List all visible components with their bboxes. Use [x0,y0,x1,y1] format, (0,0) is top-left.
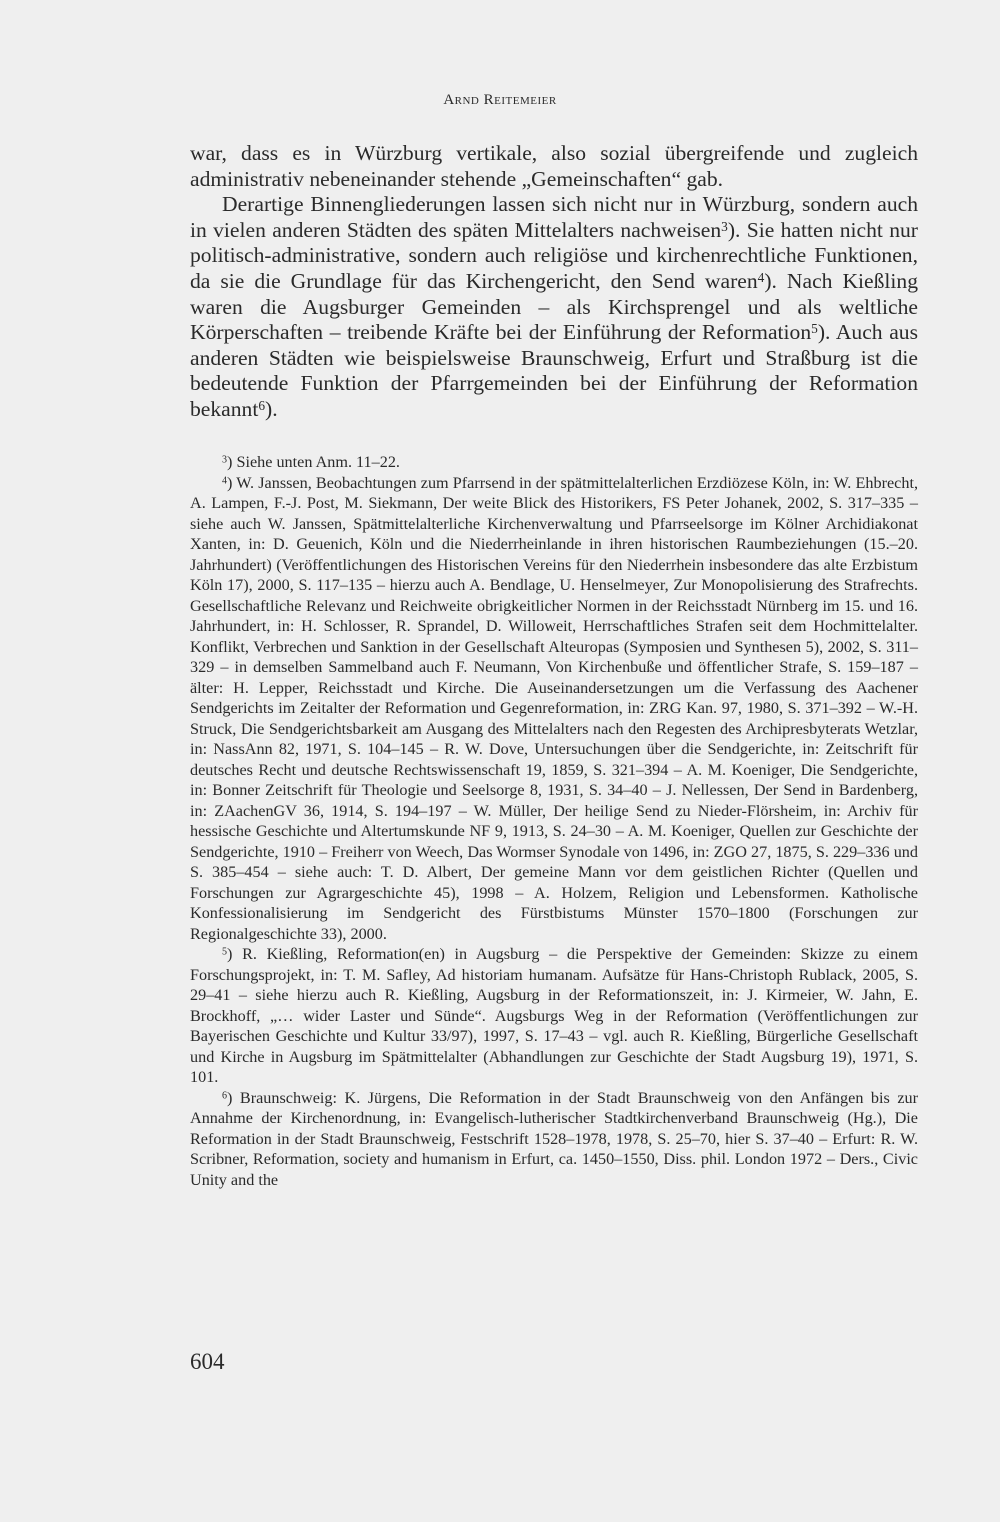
paragraph: war, dass es in Würzburg vertikale, also sozial übergreifende und zugleich administrativ nebeneinander stehende „Gemeinschaften“ gab. [190,141,918,191]
footnote-mark: 4 [222,474,228,486]
footnote-mark: 3 [222,454,228,466]
footnote-ref[interactable]: 6 [258,397,266,413]
footnote-ref[interactable]: 5 [811,321,818,337]
footnote-mark: 6 [222,1089,228,1101]
footnote-ref[interactable]: 3 [721,218,728,234]
footnote-6: $^6$) Braunschweig: K. Jürgens, Die Reformation in der Stadt Braunschweig von den Anfängen bis zur Annahme der Kirchenordnung, in: Evangelisch-lutherischer Stadtkirchenverband Braunschweig (Hg.), Die Reformation in der Stadt Braunschweig, Festschrift 1528–1978, 1978, S. 25–70, hier S. 37–40 – Erfurt: R. W. Scribner, Reformation, society and humanism in Erfurt, ca. 1450–1550, Diss. phil. London 1972 – Ders., Civic Unity and the [190,1088,918,1189]
footnote-3: $^3$) Siehe unten Anm. 11–22. [222,453,400,471]
page-number: 604 [190,1349,225,1374]
footnote-4: $^4$) W. Janssen, Beobachtungen zum Pfarrsend in der spätmittelalterlichen Erzdiözese Köln, in: W. Ehbrecht, A. Lampen, F.-J. Post, M. Siekmann, Der weite Blick des Historikers, FS Peter Johanek, 2002, S. 317–335 – siehe auch W. Janssen, Spätmittelalterliche Kirchenverwaltung und Pfarrseelsorge im Kölner Archidiakonat Xanten, in: D. Geuenich, Köln und die Niederrheinlande in ihren historischen Raumbeziehungen (15.–20. Jahrhundert) (Veröffentlichungen des Historischen Vereins für den Niederrhein insbesondere das alte Erzbistum Köln 17), 2000, S. 117–135 – hierzu auch A. Bendlage, U. Henselmeyer, Zur Monopolisierung des Strafrechts. Gesellschaftliche Relevanz und Reichweite obrigkeitlicher Normen in der Reichsstadt Nürnberg im 15. und 16. Jahrhundert, in: H. Schlosser, R. Sprandel, D. Willoweit, Herrschaftliches Strafen seit dem Hochmittelalter. Konflikt, Verbrechen und Sanktion in der Gesellschaft Alteuropas (Symposien und Synthesen 5), 2002, S. 311–329 – in demselben Sammelband auch F. Neumann, Von Kirchenbuße und öffentlicher Strafe, S. 159–187 – älter: H. Lepper, Reichsstadt und Kirche. Die Auseinandersetzungen um die Verfassung des Aachener Sendgerichts im Zeitalter der Reformation und Gegenreformation, in: ZRG Kan. 97, 1980, S. 371–392 – W.-H. Struck, Die Sendgerichtsbarkeit am Ausgang des Mittelalters nach den Regesten des Archipresbyterats Wetzlar, in: NassAnn 82, 1971, S. 104–145 – R. W. Dove, Untersuchungen über die Sendgerichte, in: Zeitschrift für deutsches Recht und deutsche Rechtswissenschaft 19, 1859, S. 321–394 – A. M. Koeniger, Die Sendgerichte, in: Bonner Zeitschrift für Theologie und Seelsorge 8, 1931, S. 34–40 – J. Nellessen, Der Send in Bardenberg, in: ZAachenGV 36, 1914, S. 194–197 – W. Müller, Der heilige Send zu Nieder-Flörsheim, in: Archiv für hessische Geschichte und Altertumskunde NF 9, 1913, S. 24–30 – A. M. Koeniger, Quellen zur Geschichte der Sendgerichte, 1910 – Freiherr von Weech, Das Wormser Synodale von 1496, in: ZGO 27, 1875, S. 229–336 und S. 385–454 – siehe auch: T. D. Albert, Der gemeine Mann vor dem geistlichen Richter (Quellen und Forschungen zur Agrargeschichte 45), 1998 – A. Holzem, Religion und Lebensformen. Katholische Konfessionalisierung im Sendgericht des Fürstbistums Münster 1570–1800 (Forschungen zur Regionalgeschichte 33), 2000. [190,473,918,943]
running-head: Arnd Reitemeier [443,92,557,108]
paragraph: Derartige Binnengliederungen lassen sich nicht nur in Würzburg, sondern auch in vielen anderen Städten des späten Mittelalters nachweisen$^3$). Sie hatten nicht nur politisch-administrative, sondern auch religiöse und kirchenrechtliche Funktionen, da sie die Grundlage für das Kirchengericht, den Send waren$^4$). Nach Kießling waren die Augsburger Gemeinden – als Kirchsprengel und als weltliche Körperschaften – treibende Kräfte bei der Einführung der Reformation$^5$). Auch aus anderen Städten wie beispielsweise Braunschweig, Erfurt und Straßburg ist die bedeutende Funktion der Pfarrgemeinden bei der Einführung der Reformation bekannt$^6$). [190,192,919,421]
footnote-5: $^5$) R. Kießling, Reformation(en) in Augsburg – die Perspektive der Gemeinden: Skizze zu einem Forschungsprojekt, in: T. M. Safley, Ad historiam humanam. Aufsätze für Hans-Christoph Rublack, 2005, S. 29–41 – siehe hierzu auch R. Kießling, Augsburg in der Reformationszeit, in: J. Kirmeier, W. Jahn, E. Brockhoff, „… wider Laster und Sünde“. Augsburgs Weg in der Reformation (Veröffentlichungen zur Bayerischen Geschichte und Kultur 33/97), 1997, S. 17–43 – vgl. auch R. Kießling, Bürgerliche Gesellschaft und Kirche in Augsburg im Spätmittelalter (Abhandlungen zur Geschichte der Stadt Augsburg 19), 1971, S. 101. [190,945,918,1086]
main-text [190,141,918,423]
footnote-mark: 5 [222,946,228,958]
footnotes [190,452,918,1190]
footnote-ref[interactable]: 4 [757,269,765,285]
